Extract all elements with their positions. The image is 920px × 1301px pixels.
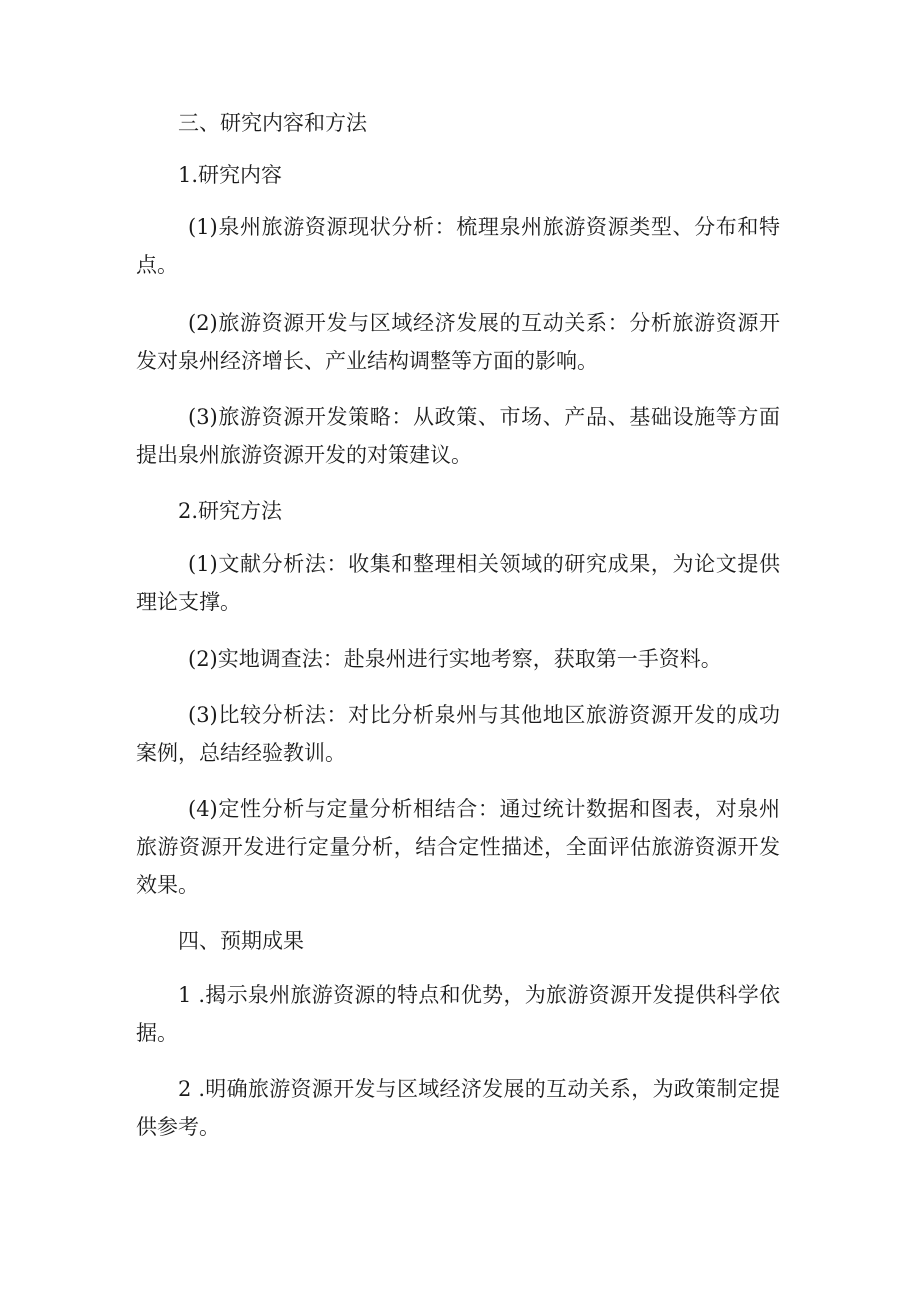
paragraph-result-item-2: 2 .明确旅游资源开发与区域经济发展的互动关系，为政策制定提供参考。 bbox=[136, 1077, 780, 1139]
paragraph-method-item-4: (4)定性分析与定量分析相结合：通过统计数据和图表，对泉州旅游资源开发进行定量分析，结合定性描述，全面评估旅游资源开发效果。 bbox=[136, 797, 780, 897]
paragraph-method-item-3: (3)比较分析法：对比分析泉州与其他地区旅游资源开发的成功案例，总结经验教训。 bbox=[136, 703, 780, 765]
subheading-research-content: 1.研究内容 bbox=[178, 163, 283, 187]
paragraph-content-item-3: (3)旅游资源开发策略：从政策、市场、产品、基础设施等方面提出泉州旅游资源开发的对策建议。 bbox=[136, 405, 780, 467]
paragraph-content-item-1: (1)泉州旅游资源现状分析：梳理泉州旅游资源类型、分布和特点。 bbox=[136, 215, 780, 277]
paragraph-method-item-2: (2)实地调查法：赴泉州进行实地考察，获取第一手资料。 bbox=[188, 647, 722, 671]
section-heading-research-content-methods: 三、研究内容和方法 bbox=[178, 111, 367, 135]
paragraph-result-item-1: 1 .揭示泉州旅游资源的特点和优势，为旅游资源开发提供科学依据。 bbox=[136, 983, 780, 1045]
paragraph-content-item-2: (2)旅游资源开发与区域经济发展的互动关系：分析旅游资源开发对泉州经济增长、产业结构调整等方面的影响。 bbox=[136, 311, 780, 373]
paragraph-method-item-1: (1)文献分析法：收集和整理相关领域的研究成果，为论文提供理论支撑。 bbox=[136, 552, 780, 614]
section-heading-expected-results: 四、预期成果 bbox=[178, 929, 304, 953]
subheading-research-methods: 2.研究方法 bbox=[178, 499, 283, 523]
